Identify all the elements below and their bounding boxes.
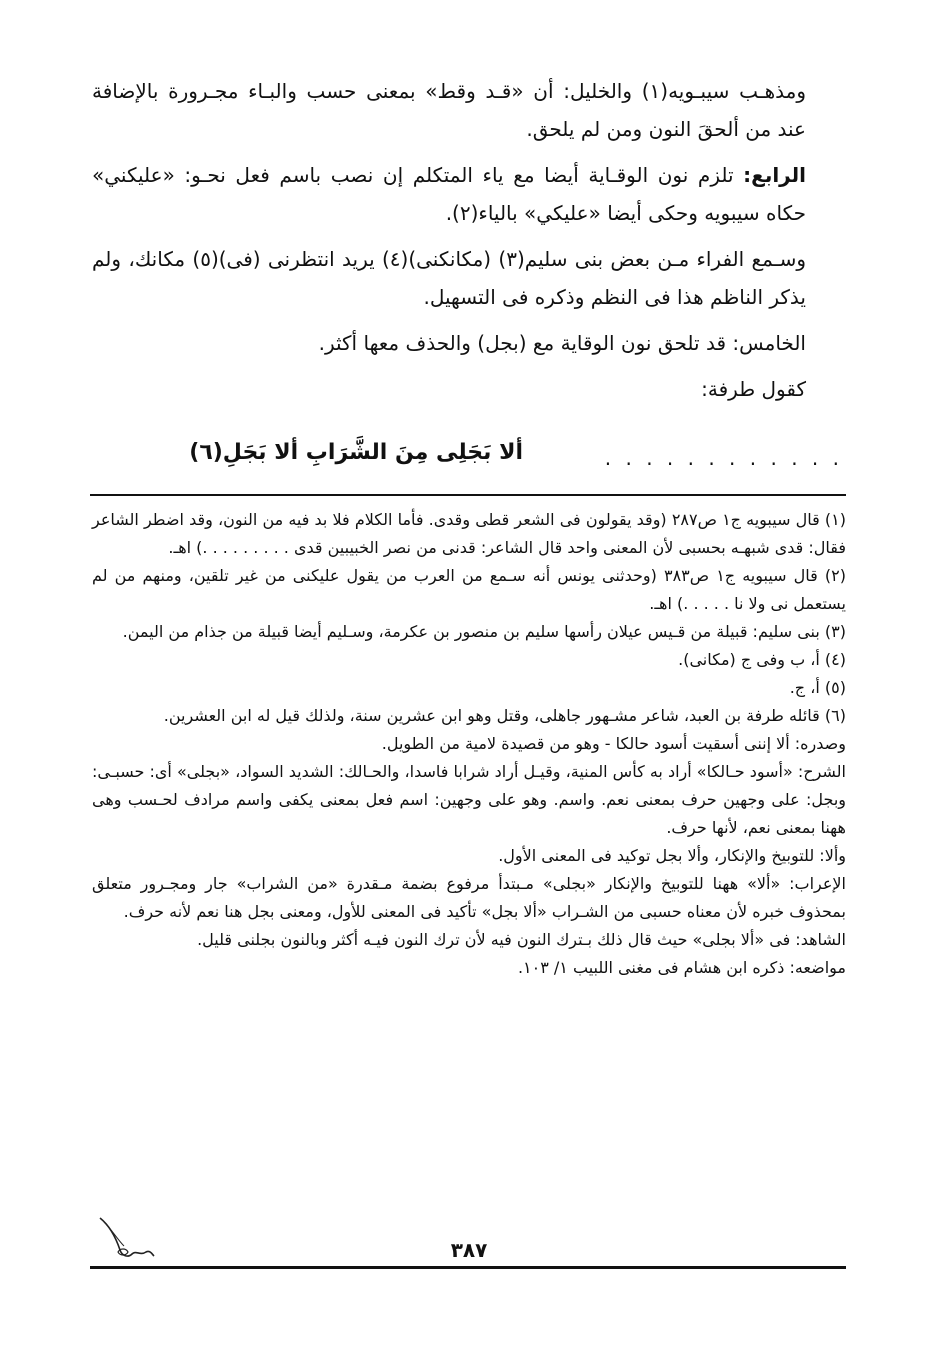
paragraph-5: كقول طرفة: xyxy=(701,377,806,401)
footnote-2: (٢) قال سيبويه ج١ ص٣٨٣ (وحدثنى يونس أنه سـمع من العرب من يقول عليكنى من غير تلقين، ومنهم من لم يستعمل نى ولا نا . . . . .) اهـ. xyxy=(92,566,847,613)
footnote-6-mawadi: مواضعه: ذكره ابن هشام فى مغنى اللبيب ١/ ١٠٣. xyxy=(517,958,846,977)
footnote-5: (٥) أ، ج. xyxy=(789,678,846,697)
bottom-rule xyxy=(90,1266,846,1269)
poetry-verse xyxy=(180,440,843,480)
main-text xyxy=(92,72,846,416)
footnote-6-shahid: الشاهد: فى «ألا بجلى» حيث قال ذلك بـترك النون فيه لأن ترك النون فيـه أكثر وبالنون بجلنى قليل. xyxy=(197,930,846,949)
footnotes xyxy=(92,506,846,982)
paragraph-1: ومذهـب سيبـويه(١) والخليل: أن «قـد وقط» بمعنى حسب والبـاء مجـرورة بالإضافة عند من ألحقَ النون ومن لم يلحق. xyxy=(92,79,806,141)
footnote-3: (٣) بنى سليم: قبيلة من قـيس عيلان رأسها سليم بن منصور بن عكرمة، وسـليم أيضا قبيلة من جذام من اليمن. xyxy=(122,622,846,641)
footnote-6: (٦) قائله طرفة بن العبد، شاعر مشـهور جاهلى، وقتل وهو ابن عشرين سنة، ولذلك قيل له ابن العشرين. xyxy=(163,706,846,725)
page-number: ٣٨٧ xyxy=(450,1238,488,1262)
footnote-6-irab: الإعراب: «ألا» ههنا للتوبيخ والإنكار «بجلى» مـبتدأ مرفوع بضمة مـقدرة «من الشراب» جار ومجـرور متعلق بمحذوف خبره لأن معناه حسبى من الشـراب «ألا بجل» تأكيد فى المعنى للأول، ومعنى بجل هنا نعم لأنه حرف. xyxy=(92,874,846,921)
footnote-6-sadr: وصدره: ألا إننى أسقيت أسود حالكا - وهو من قصيدة لامية من الطويل. xyxy=(381,734,846,753)
paragraph-3: وسـمع الفراء مـن بعض بنى سليم(٣) (مكانكنى)(٤) يريد انتظرنى (فى)(٥) مكانك، ولم يذكر الناظم هذا فى النظم وذكره فى التسهيل. xyxy=(92,247,806,309)
pen-scribble-icon xyxy=(96,1212,156,1268)
footnote-separator xyxy=(90,494,846,496)
paragraph-4: الخامس: قد تلحق نون الوقاية مع (بجل) والحذف معها أكثر. xyxy=(318,331,806,355)
footnote-6-wala: وألا: للتوبيخ والإنكار، وألا بجل توكيد فى المعنى الأول. xyxy=(498,846,846,865)
footnote-4: (٤) أ، ب وفى ج (مكانى). xyxy=(678,650,846,669)
verse-first-hemistich-dots: . . . . . . . . . . . . xyxy=(604,446,843,470)
verse-second-hemistich: ألا بَجَلِى مِنَ الشَّرَابِ ألا بَجَلِ(٦) xyxy=(189,440,523,465)
paragraph-2-body: تلزم نون الوقـاية أيضا مع ياء المتكلم إن نصب باسم فعل نحـو: «عليكني» حكاه سيبويه وحكى أيضا «عليكي» بالياء(٢). xyxy=(92,163,806,225)
footnote-6-sharh: الشرح: «أسود حـالكا» أراد به كأس المنية، وقيـل أراد شرابا فاسدا، والحـالك: الشديد السواد، «بجلى» أى: حسبـى: وبجل: على وجهين حرف بمعنى نعم. واسم. وهو على وجهين: اسم فعل بمعنى يكفى واسم مرادف لحـسب وهى ههنا بمعنى نعم، لأنها حرف. xyxy=(92,762,846,837)
paragraph-2 xyxy=(92,156,846,232)
footnote-1: (١) قال سيبويه ج١ ص٢٨٧ (وقد يقولون فى الشعر قطى وقدى. فأما الكلام فلا بد فيه من النون، وقد اضطر الشاعر فقال: قدى شبهـه بحسبى لأن المعنى واحد قال الشاعر: قدنى من نصر الخبيبين قدى . . . . . . . . .) اهـ. xyxy=(92,510,846,557)
paragraph-2-heading: الرابع: xyxy=(743,163,806,187)
